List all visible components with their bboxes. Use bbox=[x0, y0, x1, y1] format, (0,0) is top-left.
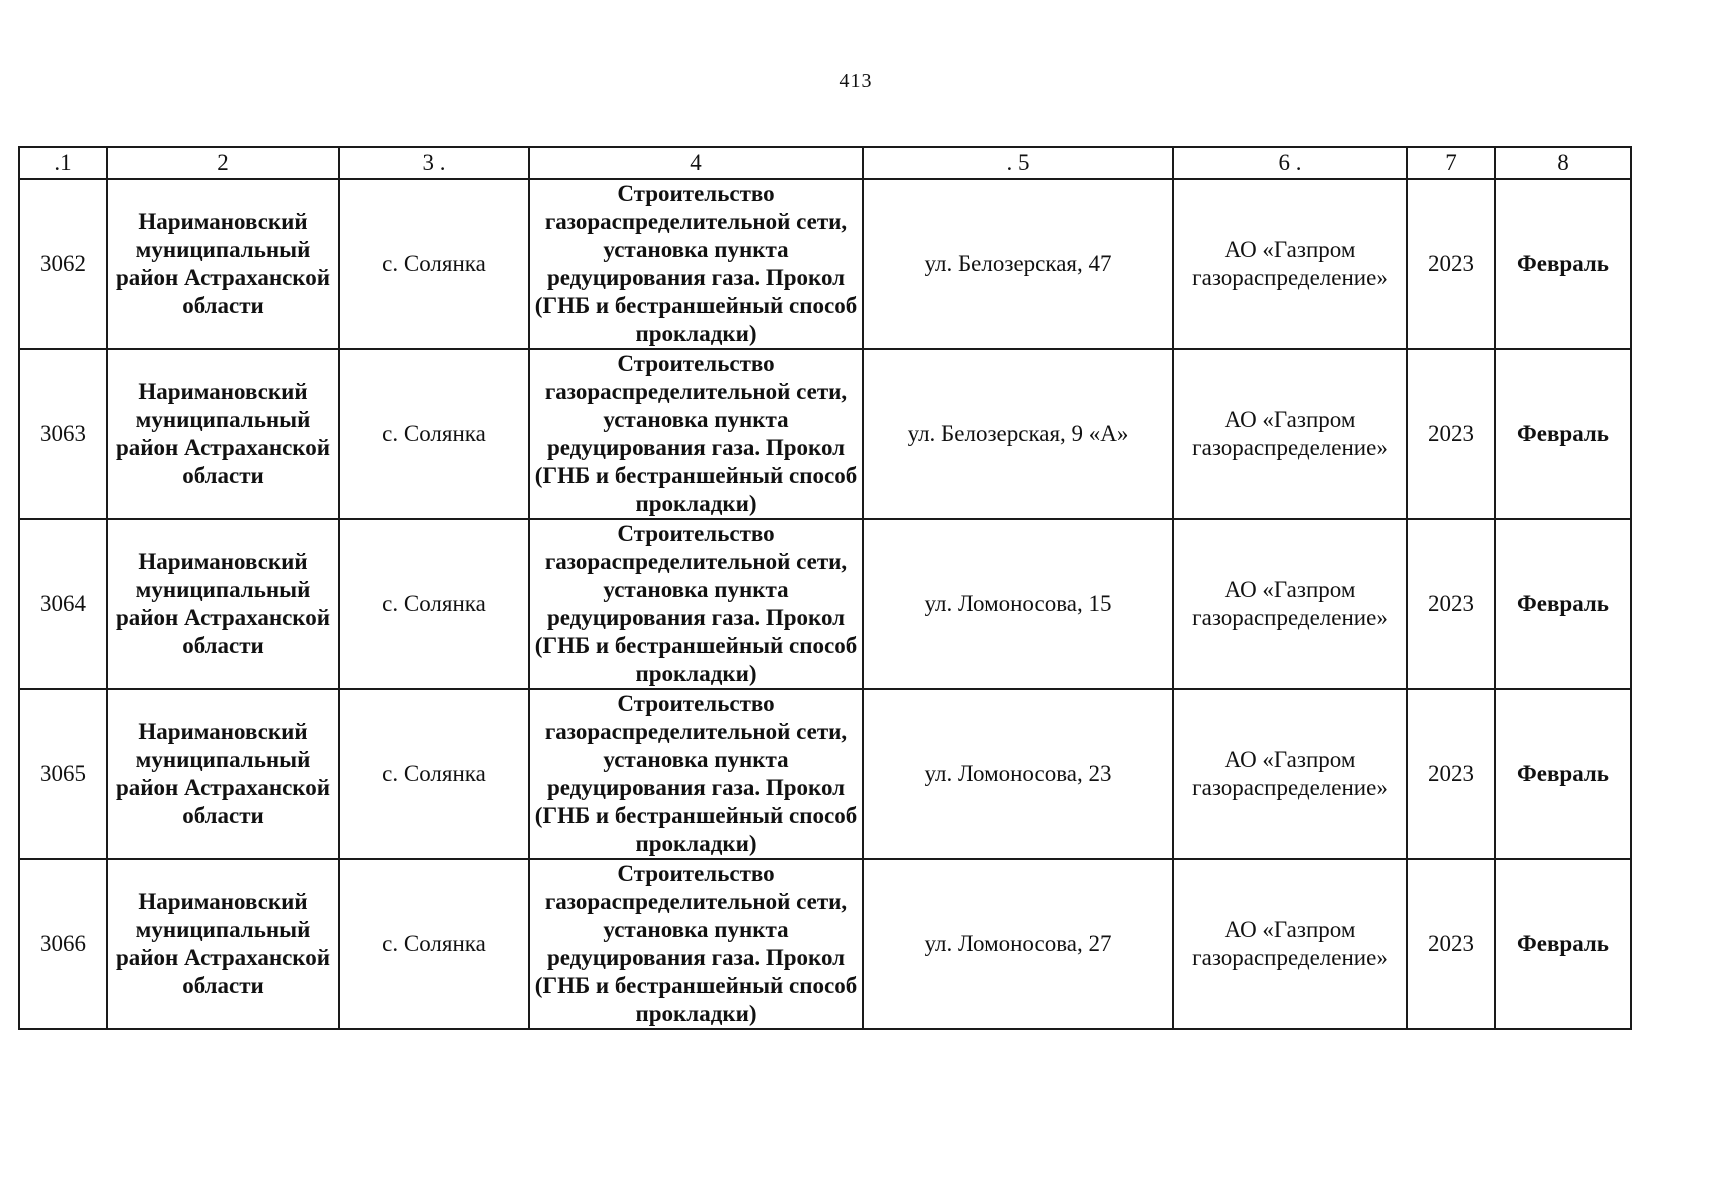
month-cell: Февраль bbox=[1495, 519, 1631, 689]
table-row bbox=[19, 519, 1631, 689]
row-number-cell: 3062 bbox=[19, 179, 107, 349]
settlement-cell: с. Солянка bbox=[339, 859, 529, 1029]
district-cell: Наримановский муниципальный район Астраханской области bbox=[107, 519, 339, 689]
row-number-cell: 3066 bbox=[19, 859, 107, 1029]
header-cell-8: 8 bbox=[1495, 147, 1631, 179]
year-cell: 2023 bbox=[1407, 349, 1495, 519]
header-cell-5: . 5 bbox=[863, 147, 1173, 179]
month-cell: Февраль bbox=[1495, 349, 1631, 519]
address-cell: ул. Белозерская, 47 bbox=[863, 179, 1173, 349]
district-cell: Наримановский муниципальный район Астраханской области bbox=[107, 349, 339, 519]
year-cell: 2023 bbox=[1407, 179, 1495, 349]
page-number: 413 bbox=[839, 70, 873, 92]
work-description-cell: Строительство газораспределительной сети, установка пункта редуцирования газа. Прокол (ГНБ и бестраншейный способ прокладки) bbox=[529, 859, 863, 1029]
header-cell-4: 4 bbox=[529, 147, 863, 179]
schedule-table bbox=[18, 146, 1632, 1030]
organization-cell: АО «Газпром газораспределение» bbox=[1173, 179, 1407, 349]
settlement-cell: с. Солянка bbox=[339, 689, 529, 859]
settlement-cell: с. Солянка bbox=[339, 519, 529, 689]
address-cell: ул. Белозерская, 9 «А» bbox=[863, 349, 1173, 519]
organization-cell: АО «Газпром газораспределение» bbox=[1173, 689, 1407, 859]
address-cell: ул. Ломоносова, 27 bbox=[863, 859, 1173, 1029]
row-number-cell: 3065 bbox=[19, 689, 107, 859]
month-cell: Февраль bbox=[1495, 689, 1631, 859]
district-cell: Наримановский муниципальный район Астраханской области bbox=[107, 859, 339, 1029]
year-cell: 2023 bbox=[1407, 689, 1495, 859]
work-description-cell: Строительство газораспределительной сети, установка пункта редуцирования газа. Прокол (ГНБ и бестраншейный способ прокладки) bbox=[529, 179, 863, 349]
organization-cell: АО «Газпром газораспределение» bbox=[1173, 859, 1407, 1029]
row-number-cell: 3064 bbox=[19, 519, 107, 689]
work-description-cell: Строительство газораспределительной сети, установка пункта редуцирования газа. Прокол (ГНБ и бестраншейный способ прокладки) bbox=[529, 689, 863, 859]
header-cell-6: 6 . bbox=[1173, 147, 1407, 179]
district-cell: Наримановский муниципальный район Астраханской области bbox=[107, 179, 339, 349]
table-row bbox=[19, 689, 1631, 859]
organization-cell: АО «Газпром газораспределение» bbox=[1173, 519, 1407, 689]
year-cell: 2023 bbox=[1407, 859, 1495, 1029]
header-cell-3: 3 . bbox=[339, 147, 529, 179]
settlement-cell: с. Солянка bbox=[339, 179, 529, 349]
year-cell: 2023 bbox=[1407, 519, 1495, 689]
header-cell-2: 2 bbox=[107, 147, 339, 179]
address-cell: ул. Ломоносова, 15 bbox=[863, 519, 1173, 689]
work-description-cell: Строительство газораспределительной сети, установка пункта редуцирования газа. Прокол (ГНБ и бестраншейный способ прокладки) bbox=[529, 349, 863, 519]
table-row bbox=[19, 859, 1631, 1029]
month-cell: Февраль bbox=[1495, 179, 1631, 349]
settlement-cell: с. Солянка bbox=[339, 349, 529, 519]
district-cell: Наримановский муниципальный район Астраханской области bbox=[107, 689, 339, 859]
header-cell-7: 7 bbox=[1407, 147, 1495, 179]
header-cell-1: .1 bbox=[19, 147, 107, 179]
work-description-cell: Строительство газораспределительной сети, установка пункта редуцирования газа. Прокол (ГНБ и бестраншейный способ прокладки) bbox=[529, 519, 863, 689]
organization-cell: АО «Газпром газораспределение» bbox=[1173, 349, 1407, 519]
row-number-cell: 3063 bbox=[19, 349, 107, 519]
table-row bbox=[19, 179, 1631, 349]
month-cell: Февраль bbox=[1495, 859, 1631, 1029]
header-row bbox=[19, 147, 1631, 179]
table-row bbox=[19, 349, 1631, 519]
address-cell: ул. Ломоносова, 23 bbox=[863, 689, 1173, 859]
